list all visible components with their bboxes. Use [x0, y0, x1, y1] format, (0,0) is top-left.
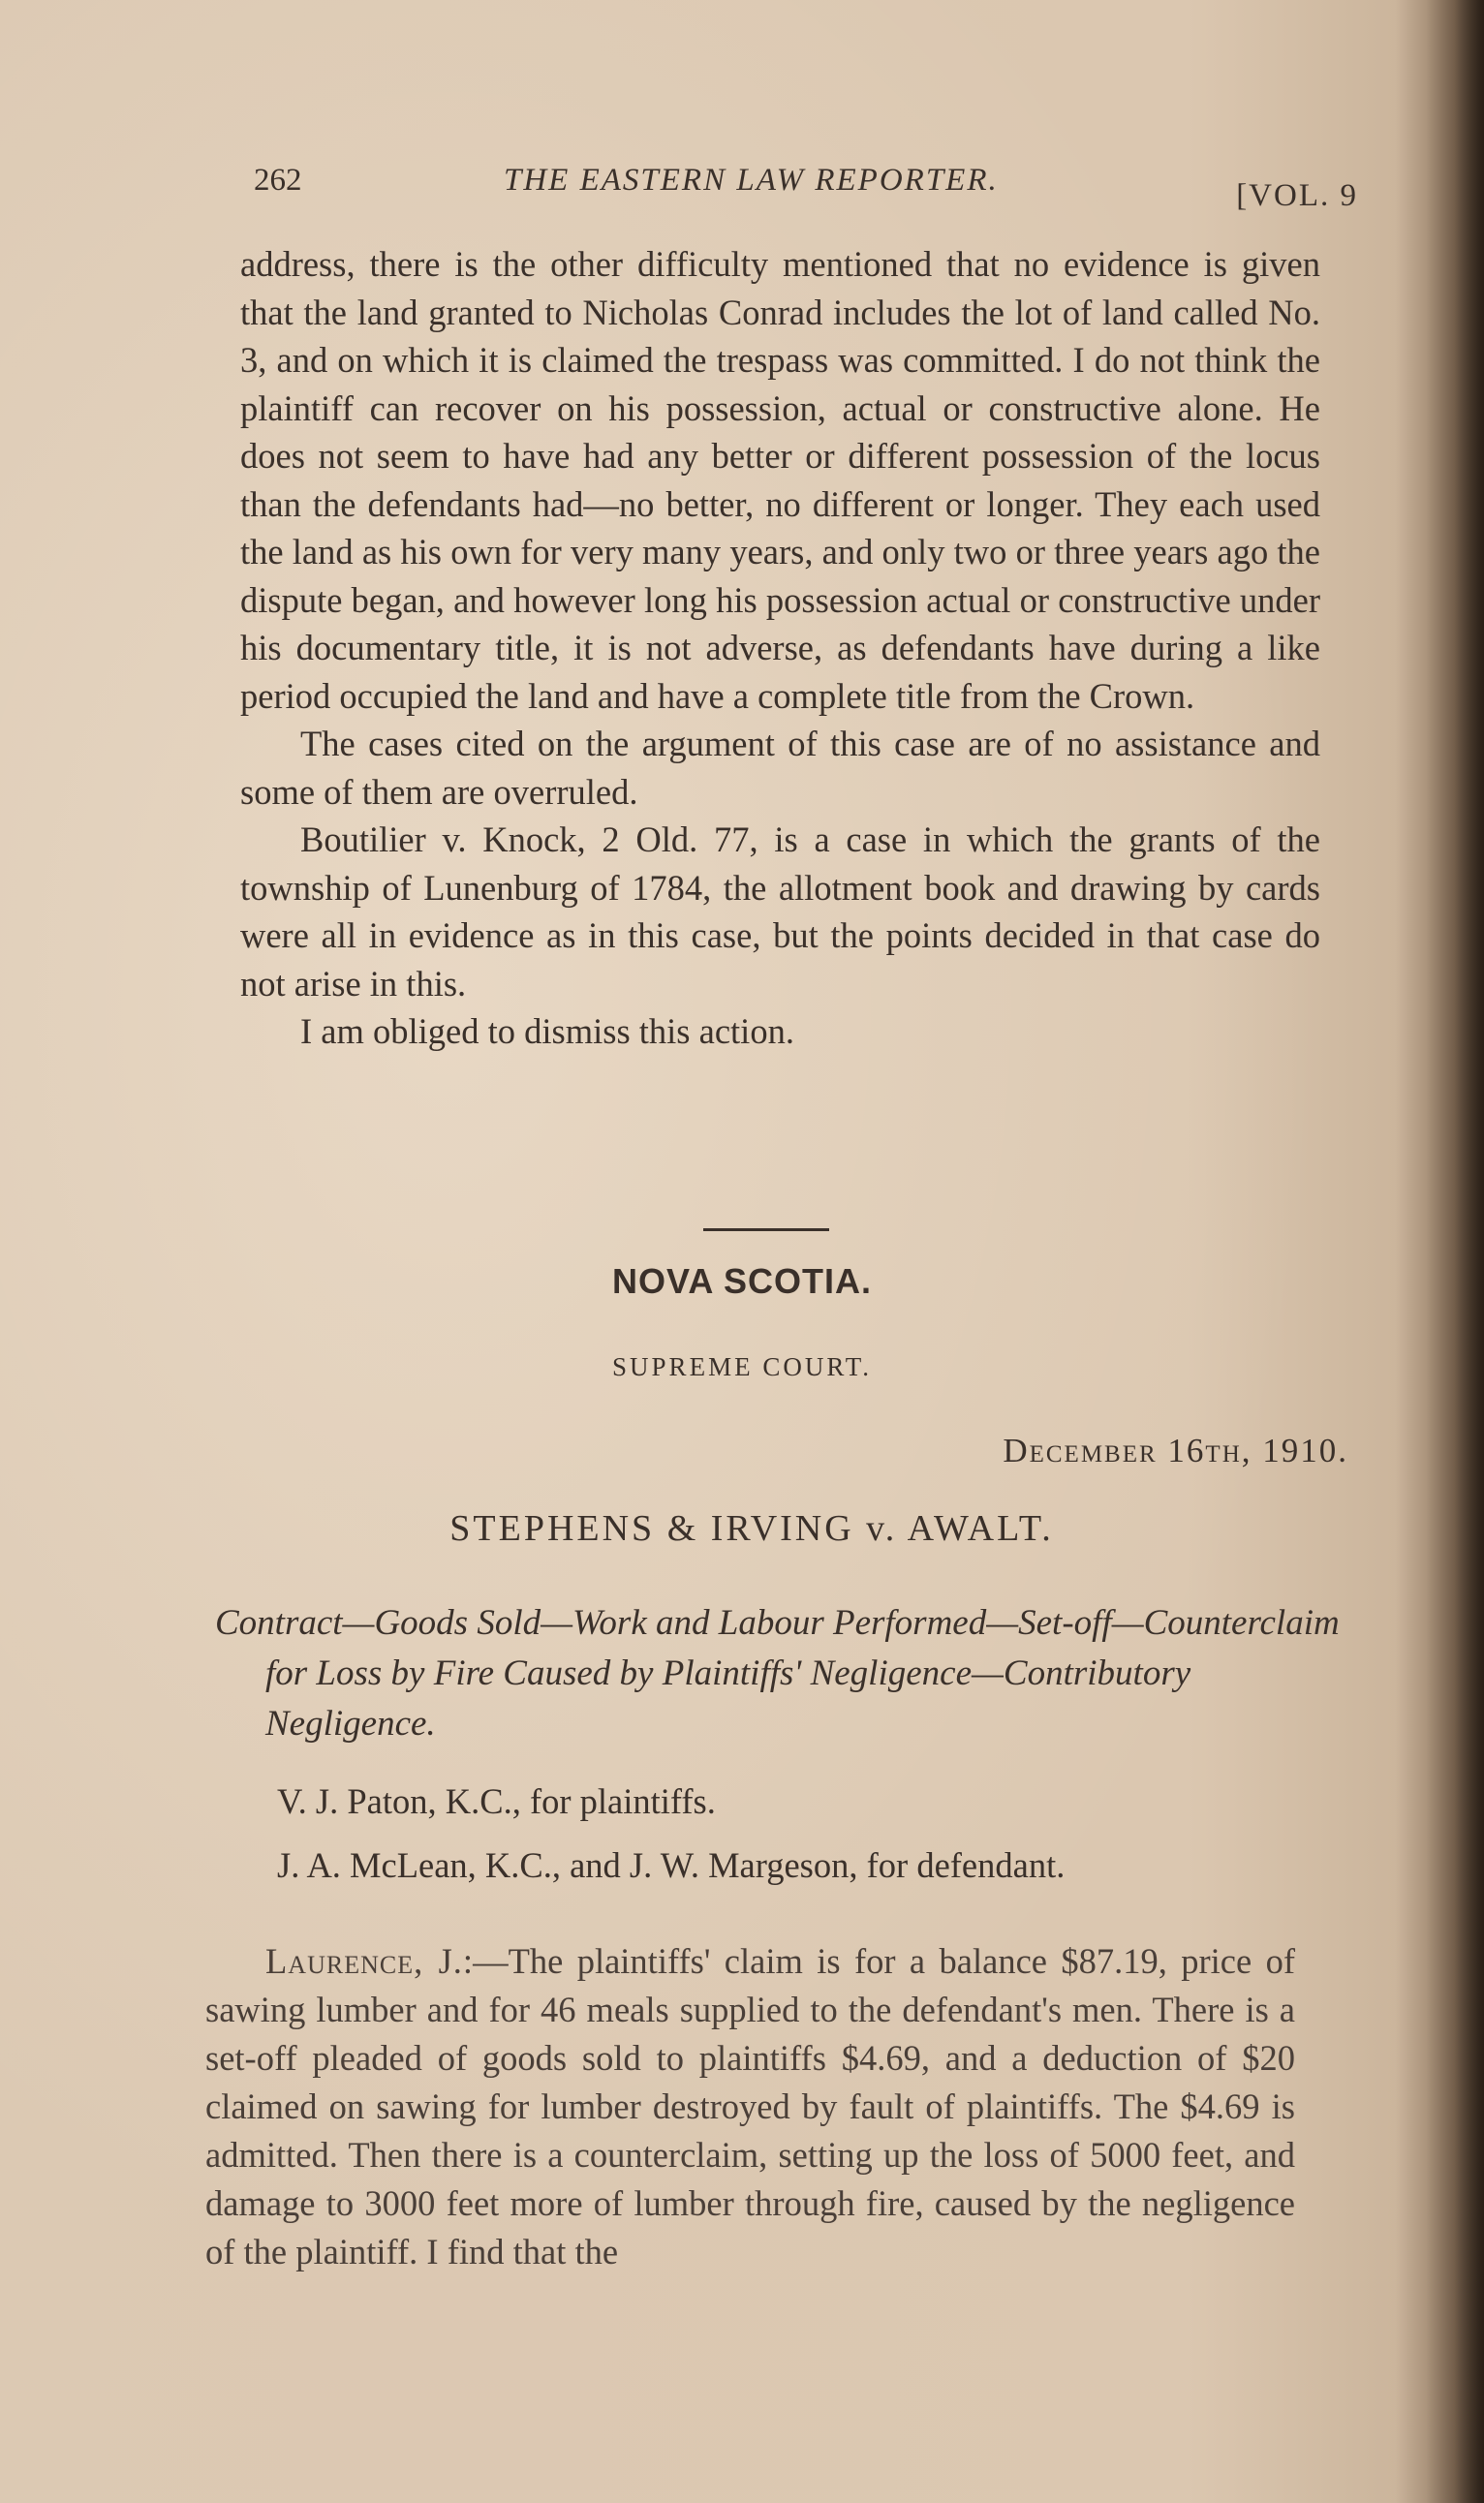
- province-heading: NOVA SCOTIA.: [611, 1261, 872, 1301]
- paragraph-1: address, there is the other difficulty mentioned that no evidence is given that the land granted to Nicholas Conrad includes the lot of land called No. 3, and on which it is claimed the trespass was committed. I do not think the plaintiff can recover on his possession, actual or constructive alone. He does not seem to have had any better or different possession of the locus than the defendants had—no better, no different or longer. They each used the land as his own for very many years, and only two or three years ago the dispute began, and however long his possession actual or constructive under his documentary title, it is not adverse, as defendants have during a like period occupied the land and have a complete title from the Crown.: [240, 244, 1320, 716]
- paragraph-3: Boutilier v. Knock, 2 Old. 77, is a case in which the grants of the township of Lunenburg of 1784, the allotment book and drawing by cards were all in evidence as in this case, but the points decided in that case do not arise in this.: [240, 819, 1320, 1004]
- volume-label: [VOL. 9: [1236, 178, 1358, 213]
- paragraph-2: The cases cited on the argument of this case are of no assistance and some of them are overruled.: [240, 724, 1320, 812]
- court-heading: SUPREME COURT.: [612, 1352, 872, 1381]
- page-number: 262: [254, 163, 302, 198]
- case-title: STEPHENS & IRVING v. AWALT.: [449, 1508, 1054, 1549]
- headnote: Contract—Goods Sold—Work and Labour Performed—Set-off—Counterclaim for Loss by Fire Caused by Plaintiffs' Negligence—Contributory Negligence.: [215, 1603, 1340, 1744]
- judge-name: Laurence, J.: [265, 1941, 463, 1981]
- judgment-paragraph: [205, 1937, 1295, 2276]
- judgment-body: :—The plaintiffs' claim is for a balance $87.19, price of sawing lumber and for 46 meals supplied to the defendant's men. There is a set-off pleaded of goods sold to plaintiffs $4.69, and a deduction of $20 claimed on sawing for lumber destroyed by fault of plaintiffs. The $4.69 is admitted. Then there is a counterclaim, setting up the loss of 5000 feet, and damage to 3000 feet more of lumber through fire, caused by the negligence of the plaintiff. I find that the: [205, 1941, 1295, 2271]
- counsel-defendant: J. A. McLean, K.C., and J. W. Margeson, for defendant.: [277, 1845, 1066, 1885]
- judgment-text: [205, 1937, 1295, 2276]
- continued-opinion: [240, 240, 1320, 1056]
- section-divider: [703, 1228, 829, 1231]
- page-header: [254, 163, 1358, 221]
- spine-shadow: [1426, 0, 1484, 2503]
- paragraph-4: I am obliged to dismiss this action.: [300, 1011, 794, 1051]
- running-title: THE EASTERN LAW REPORTER.: [504, 163, 999, 198]
- counsel-plaintiffs: V. J. Paton, K.C., for plaintiffs.: [277, 1781, 716, 1821]
- decision-date: December 16th, 1910.: [1003, 1432, 1348, 1469]
